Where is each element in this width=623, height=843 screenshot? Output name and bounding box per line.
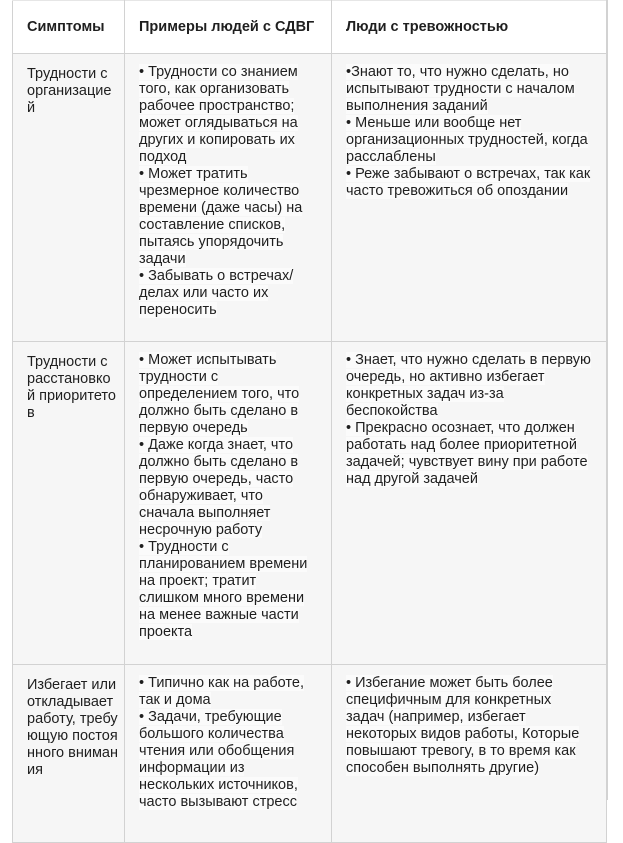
symptom-text: Трудности с расстановкой приоритетов: [27, 354, 116, 421]
table-row: [13, 54, 607, 342]
symptom-cell: [13, 342, 125, 665]
adhd-bullet: • Может испытывать трудности с определением того, что должно быть сделано в первую очередь: [139, 352, 300, 436]
symptom-cell: [13, 54, 125, 342]
adhd-bullet: • Задачи, требующие большого количества чтения или обобщения информации из нескольких источников, часто вызывают стресс: [139, 709, 298, 810]
header-anxiety: Люди с тревожностью: [332, 1, 607, 54]
table-row: [13, 342, 607, 665]
adhd-bullet: • Трудности со знанием того, как организовать рабочее пространство; может оглядываться на других и копировать их подход: [139, 64, 298, 165]
anxiety-cell: [332, 54, 607, 342]
header-adhd-examples: Примеры людей с СДВГ: [125, 1, 332, 54]
adhd-cell: [125, 342, 332, 665]
anxiety-bullet: •Знают то, что нужно сделать, но испытывают трудности с началом выполнения заданий: [346, 64, 575, 114]
adhd-bullet: • Даже когда знает, что должно быть сделано в первую очередь, часто обнаруживает, что сначала выполняет несрочную работу: [139, 437, 299, 538]
adhd-cell: [125, 54, 332, 342]
adhd-bullet: • Типично как на работе, так и дома: [139, 675, 304, 708]
symptom-text: Трудности с организацией: [27, 66, 112, 116]
symptom-cell: [13, 665, 125, 843]
table-header-row: [13, 1, 607, 54]
anxiety-bullet: • Меньше или вообще нет организационных трудностей, когда расслаблены: [346, 115, 588, 165]
adhd-bullet: • Забывать о встречах/ делах или часто их переносить: [139, 268, 294, 318]
symptom-text: Избегает или откладывает работу, требующую постоянного внимания: [27, 677, 118, 778]
table-row: [13, 665, 607, 843]
comparison-table: [12, 0, 607, 843]
anxiety-bullet: • Знает, что нужно сделать в первую очередь, но активно избегает конкретных задач из-за беспокойства: [346, 352, 591, 419]
header-symptoms: Симптомы: [13, 1, 125, 54]
anxiety-cell: [332, 665, 607, 843]
adhd-cell: [125, 665, 332, 843]
anxiety-cell: [332, 342, 607, 665]
adhd-bullet: • Может тратить чрезмерное количество времени (даже часы) на составление списков, пытаясь упорядочить задачи: [139, 166, 303, 267]
anxiety-bullet: • Прекрасно осознает, что должен работать над более приоритетной задачей; чувствует вину при работе над другой задачей: [346, 420, 588, 487]
anxiety-bullet: • Реже забывают о встречах, так как часто тревожиться об опоздании: [346, 166, 591, 199]
adhd-bullet: • Трудности с планированием времени на проект; тратит слишком много времени на менее важные части проекта: [139, 539, 308, 640]
anxiety-bullet: • Избегание может быть более специфичным для конкретных задач (например, избегает некоторых видов работы, Которые повышают тревогу, в то время как способен выполнять другие): [346, 675, 580, 776]
